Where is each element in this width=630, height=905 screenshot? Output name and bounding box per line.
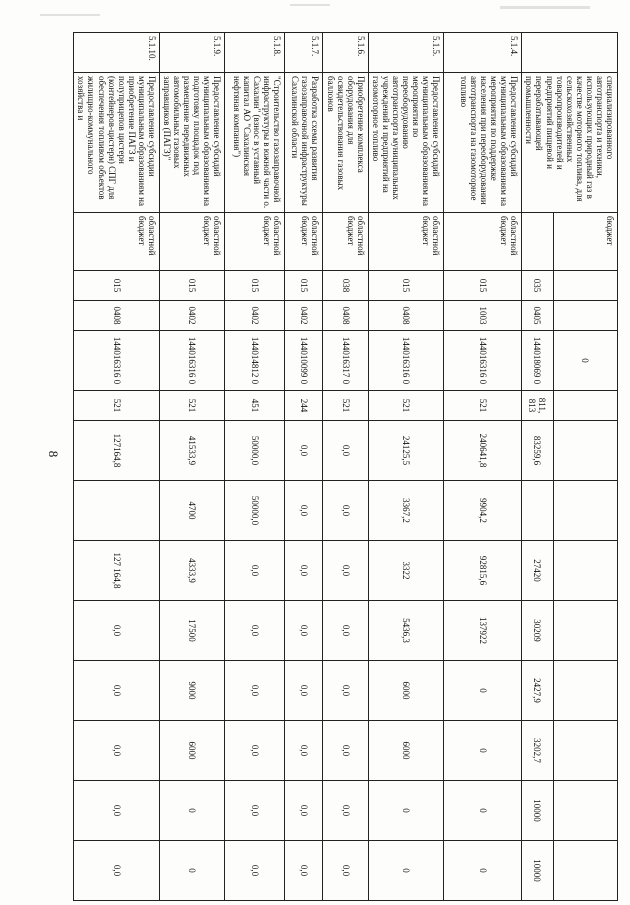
value-2016: 0,0: [323, 601, 368, 661]
rzpr-code: 1003: [444, 301, 522, 331]
value-2020: 0: [444, 841, 522, 901]
value-total: 127164,8: [74, 421, 160, 481]
table-row: [285, 33, 323, 901]
value-2018: 3202,7: [522, 721, 553, 781]
csr-code: 144016317 0: [323, 331, 368, 391]
measure-name: Предоставление субсидии муниципальным образованиям на приобретение ПАГЗ и полуприцепов цистерн (контейнеров-цистерн) СПГ для обеспечения топливом объектов жилищно-коммунального хозяйства и: [74, 73, 160, 213]
budget-table: [73, 32, 618, 901]
value-2020: 10000: [522, 841, 553, 901]
value-total: 0,0: [285, 421, 323, 481]
csr-code: 144018069 0: [522, 331, 553, 391]
scan-artifact: [290, 4, 330, 6]
vr-code: 521: [74, 391, 160, 421]
csr-code: 144016316 0: [444, 331, 522, 391]
measure-name: Разработка схемы развития газозаправочной инфраструктуры Сахалинской области: [285, 73, 323, 213]
value-total: [553, 421, 617, 481]
value-total: 240641,8: [444, 421, 522, 481]
vr-code: 244: [285, 391, 323, 421]
funding-source: бюджет: [553, 213, 617, 271]
rzpr-code: 0405: [522, 301, 553, 331]
vr-code: [553, 391, 617, 421]
value-2015: 4333,9: [159, 541, 224, 601]
value-2014: 0,0: [285, 481, 323, 541]
value-2019: 0,0: [225, 781, 285, 841]
value-2017: 0,0: [225, 661, 285, 721]
table-row: [225, 33, 285, 901]
funding-source: областной бюджет: [368, 213, 444, 271]
funding-source: областной бюджет: [285, 213, 323, 271]
grbs-code: 015: [444, 271, 522, 301]
value-2019: 0: [368, 781, 444, 841]
value-2014: 0,0: [323, 481, 368, 541]
value-2018: 0,0: [74, 721, 160, 781]
row-number: 5.1.8.: [225, 33, 285, 73]
rzpr-code: 0408: [74, 301, 160, 331]
row-number: 5.1.4.: [444, 33, 522, 73]
vr-code: 521: [159, 391, 224, 421]
vr-code: 521: [323, 391, 368, 421]
measure-name: Предоставление субсидий муниципальным образованиям на мероприятия по поддержке населения при переоборудовании автотранспорта на газомоторное топливо: [444, 73, 522, 213]
row-number: 5.1.10.: [74, 33, 160, 73]
value-2016: 30209: [522, 601, 553, 661]
value-2020: 0,0: [285, 841, 323, 901]
value-2015: 27420: [522, 541, 553, 601]
value-total: 24125,5: [368, 421, 444, 481]
value-2015: 0,0: [323, 541, 368, 601]
value-2016: 5436,3: [368, 601, 444, 661]
measure-name: Предоставление субсидий муниципальным образованиям на мероприятия по переоборудованию автотранспорта муниципальных учреждений и предприятий на газомоторное топливо: [368, 73, 444, 213]
table-row: [368, 33, 444, 901]
value-2018: 0,0: [323, 721, 368, 781]
funding-source: областной бюджет: [159, 213, 224, 271]
value-2019: 0,0: [323, 781, 368, 841]
value-2020: 0,0: [225, 841, 285, 901]
measure-name: специализированного автотранспорта и техники, использующих природный газ в качестве моторного топлива, для сельскохозяйственных товаропроизводителей и предприятий пищевой и перерабатывающей промышленности: [522, 73, 618, 213]
value-2017: 0: [444, 661, 522, 721]
value-total: 41533,9: [159, 421, 224, 481]
value-2015: 0,0: [285, 541, 323, 601]
csr-code: 144016316 0: [159, 331, 224, 391]
csr-code: 144016316 0: [74, 331, 160, 391]
value-2017: 0,0: [323, 661, 368, 721]
value-2014: 4700: [159, 481, 224, 541]
value-2020: [553, 841, 617, 901]
measure-name: "Строительство газозаправочной инфраструктуры в южной части о. Сахалин" (взнос в уставный капитал АО "Сахалинская нефтяная компания"): [225, 73, 285, 213]
value-2014: 50000,0: [225, 481, 285, 541]
grbs-code: 035: [522, 271, 553, 301]
vr-code: 521: [444, 391, 522, 421]
grbs-code: 038: [323, 271, 368, 301]
rzpr-code: 0408: [368, 301, 444, 331]
value-2017: 6000: [368, 661, 444, 721]
value-2015: 92815,6: [444, 541, 522, 601]
table-row: [74, 33, 160, 901]
csr-code: 0: [553, 331, 617, 391]
grbs-code: 015: [225, 271, 285, 301]
row-number: 5.1.5.: [368, 33, 444, 73]
funding-source: [522, 213, 553, 271]
rzpr-code: 0402: [225, 301, 285, 331]
scan-artifact: [40, 14, 100, 16]
value-2020: 0: [159, 841, 224, 901]
value-2018: 0,0: [285, 721, 323, 781]
value-2019: [553, 781, 617, 841]
value-2017: 9000: [159, 661, 224, 721]
value-2016: 0,0: [225, 601, 285, 661]
csr-code: 144010099 0: [285, 331, 323, 391]
page-number: 8: [46, 450, 61, 458]
scan-artifact: [500, 6, 590, 9]
table-row: [323, 33, 368, 901]
value-2014: [553, 481, 617, 541]
funding-source: областной бюджет: [323, 213, 368, 271]
funding-source: областной бюджет: [225, 213, 285, 271]
value-2016: 17500: [159, 601, 224, 661]
value-2019: 0,0: [285, 781, 323, 841]
value-2015: 0,0: [225, 541, 285, 601]
table-row: [159, 33, 224, 901]
value-2016: 0,0: [285, 601, 323, 661]
row-number: 5.1.7.: [285, 33, 323, 73]
row-number: [522, 33, 618, 73]
value-2019: 10000: [522, 781, 553, 841]
measure-name: Приобретение комплекса оборудования для освидетельствования газовых баллонов: [323, 73, 368, 213]
value-2017: [553, 661, 617, 721]
value-2017: 2427,9: [522, 661, 553, 721]
value-2017: 0,0: [285, 661, 323, 721]
value-2018: 0,0: [225, 721, 285, 781]
value-2016: 137922: [444, 601, 522, 661]
grbs-code: 015: [159, 271, 224, 301]
value-2019: 0: [159, 781, 224, 841]
value-2015: 3322: [368, 541, 444, 601]
rzpr-code: [553, 301, 617, 331]
vr-code: 451: [225, 391, 285, 421]
value-2019: 0: [444, 781, 522, 841]
rzpr-code: 0402: [285, 301, 323, 331]
value-2014: [522, 481, 553, 541]
row-number: 5.1.6.: [323, 33, 368, 73]
vr-code: 811, 813: [522, 391, 553, 421]
value-2015: [553, 541, 617, 601]
vr-code: 521: [368, 391, 444, 421]
row-number: 5.1.9.: [159, 33, 224, 73]
value-2014: [74, 481, 160, 541]
table-row: [444, 33, 522, 901]
funding-source: областной бюджет: [74, 213, 160, 271]
value-total: 0,0: [323, 421, 368, 481]
csr-code: 144016316 0: [368, 331, 444, 391]
funding-source: областной бюджет: [444, 213, 522, 271]
value-2020: 0: [368, 841, 444, 901]
value-2018: 6000: [368, 721, 444, 781]
value-total: 83259,6: [522, 421, 553, 481]
csr-code: 144014812 0: [225, 331, 285, 391]
value-2014: 3367,2: [368, 481, 444, 541]
value-2018: [553, 721, 617, 781]
value-total: 50000,0: [225, 421, 285, 481]
grbs-code: 015: [368, 271, 444, 301]
value-2014: 9904,2: [444, 481, 522, 541]
grbs-code: [553, 271, 617, 301]
value-2018: 6000: [159, 721, 224, 781]
value-2019: 0,0: [74, 781, 160, 841]
value-2020: 0,0: [323, 841, 368, 901]
value-2018: 0: [444, 721, 522, 781]
table-row: [553, 33, 617, 901]
value-2016: 0,0: [74, 601, 160, 661]
value-2016: [553, 601, 617, 661]
grbs-code: 015: [74, 271, 160, 301]
rzpr-code: 0402: [159, 301, 224, 331]
grbs-code: 015: [285, 271, 323, 301]
rzpr-code: 0408: [323, 301, 368, 331]
measure-name: Предоставление субсидий муниципальным образованиям на подготовку площадок под размещение передвижных автомобильных газовых заправщиков (ПАГЗ)": [159, 73, 224, 213]
value-2020: 0,0: [74, 841, 160, 901]
document-table-area: [76, 32, 618, 900]
value-2017: 0,0: [74, 661, 160, 721]
value-2015: 127 164,8: [74, 541, 160, 601]
